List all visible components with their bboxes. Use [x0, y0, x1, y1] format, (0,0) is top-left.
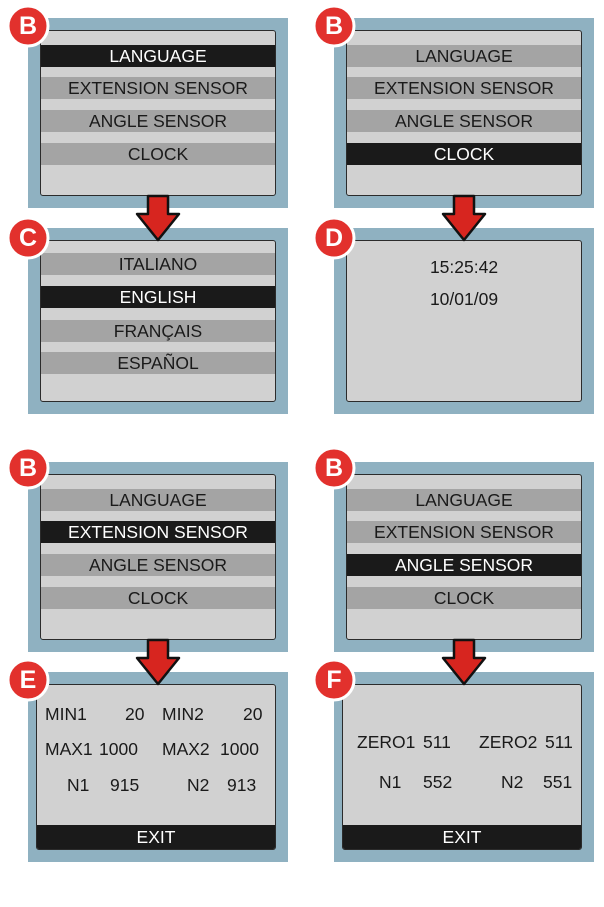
min2-value: 20	[243, 704, 263, 724]
panel-menu-clock	[334, 18, 594, 208]
badge-d-icon	[312, 216, 356, 260]
menu-item-clock[interactable]: CLOCK	[41, 143, 275, 165]
extension-screen	[36, 684, 276, 850]
n1-label: N1	[67, 775, 90, 795]
zero1-label: ZERO1	[357, 732, 416, 752]
min1-value: 20	[125, 704, 145, 724]
n2-label: N2	[501, 772, 524, 792]
menu-item-language[interactable]: LANGUAGE	[41, 489, 275, 511]
n2-label: N2	[187, 775, 210, 795]
badge-e-icon	[6, 658, 50, 702]
menu-item-clock[interactable]: CLOCK	[347, 587, 581, 609]
menu-screen	[346, 30, 582, 196]
menu-item-angle-sensor[interactable]: ANGLE SENSOR	[347, 110, 581, 132]
menu-item-clock[interactable]: CLOCK	[347, 143, 581, 165]
menu-screen	[40, 474, 276, 640]
exit-button[interactable]: EXIT	[37, 825, 275, 849]
min1-label: MIN1	[45, 704, 87, 724]
menu-item-angle-sensor[interactable]: ANGLE SENSOR	[347, 554, 581, 576]
badge-b-letter: B	[18, 454, 38, 482]
zero2-label: ZERO2	[479, 732, 538, 752]
clock-time: 15:25:42	[429, 257, 499, 277]
clock-date: 10/01/09	[429, 289, 499, 309]
clock-screen	[346, 240, 582, 402]
max1-label: MAX1	[45, 739, 93, 759]
badge-c-letter: C	[18, 224, 38, 252]
menu-item-extension-sensor[interactable]: EXTENSION SENSOR	[41, 77, 275, 99]
menu-screen	[40, 30, 276, 196]
max2-label: MAX2	[162, 739, 210, 759]
down-arrow-icon	[134, 194, 182, 242]
zero2-value: 511	[545, 732, 573, 752]
n1-value: 552	[423, 772, 453, 792]
angle-screen	[342, 684, 582, 850]
menu-item-language[interactable]: LANGUAGE	[41, 45, 275, 67]
panel-menu-angle	[334, 462, 594, 652]
n1-value: 915	[110, 775, 140, 795]
badge-c-icon	[6, 216, 50, 260]
min2-label: MIN2	[162, 704, 204, 724]
panel-angle-sensor	[334, 672, 594, 862]
down-arrow-icon	[440, 638, 488, 686]
menu-screen	[346, 474, 582, 640]
badge-b-letter: B	[324, 454, 344, 482]
badge-b-letter: B	[324, 12, 344, 40]
menu-item-angle-sensor[interactable]: ANGLE SENSOR	[41, 554, 275, 576]
menu-item-language[interactable]: LANGUAGE	[347, 45, 581, 67]
menu-item-language[interactable]: LANGUAGE	[347, 489, 581, 511]
menu-item-angle-sensor[interactable]: ANGLE SENSOR	[41, 110, 275, 132]
panel-language-list	[28, 228, 288, 414]
menu-item-extension-sensor[interactable]: EXTENSION SENSOR	[41, 521, 275, 543]
menu-item-extension-sensor[interactable]: EXTENSION SENSOR	[347, 521, 581, 543]
panel-clock-display	[334, 228, 594, 414]
language-item-espanol[interactable]: ESPAÑOL	[41, 352, 275, 374]
badge-f-icon	[312, 658, 356, 702]
badge-b-icon	[312, 446, 356, 490]
panel-menu-extension	[28, 462, 288, 652]
badge-b-icon	[6, 4, 50, 48]
menu-item-clock[interactable]: CLOCK	[41, 587, 275, 609]
down-arrow-icon	[134, 638, 182, 686]
badge-b-letter: B	[18, 12, 38, 40]
exit-button[interactable]: EXIT	[343, 825, 581, 849]
max2-value: 1000	[220, 739, 259, 759]
badge-b-icon	[6, 446, 50, 490]
badge-b-icon	[312, 4, 356, 48]
n1-label: N1	[379, 772, 402, 792]
language-item-italiano[interactable]: ITALIANO	[41, 253, 275, 275]
language-screen	[40, 240, 276, 402]
badge-e-letter: E	[19, 666, 37, 694]
n2-value: 913	[227, 775, 257, 795]
n2-value: 551	[543, 772, 573, 792]
language-item-english[interactable]: ENGLISH	[41, 286, 275, 308]
menu-item-extension-sensor[interactable]: EXTENSION SENSOR	[347, 77, 581, 99]
badge-f-letter: F	[326, 666, 342, 694]
panel-extension-sensor	[28, 672, 288, 862]
panel-menu-language	[28, 18, 288, 208]
badge-d-letter: D	[324, 224, 344, 252]
zero1-value: 511	[423, 732, 451, 752]
language-item-francais[interactable]: FRANÇAIS	[41, 320, 275, 342]
down-arrow-icon	[440, 194, 488, 242]
max1-value: 1000	[99, 739, 138, 759]
